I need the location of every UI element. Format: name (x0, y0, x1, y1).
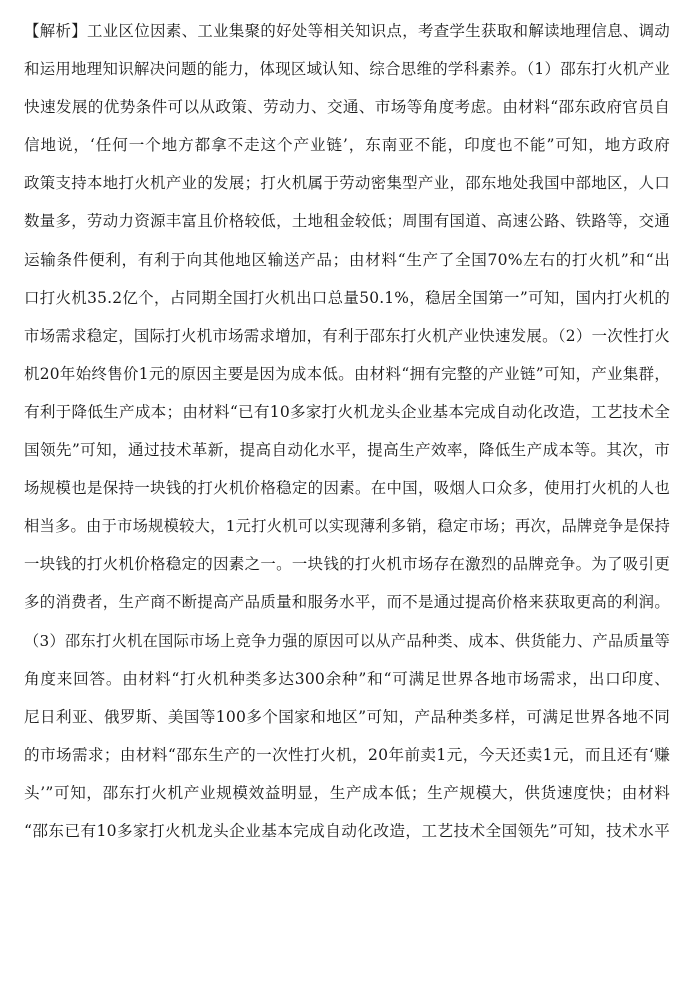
text-line: 政策支持本地打火机产业的发展；打火机属于劳动密集型产业，邵东地处我国中部地区，人口 (24, 174, 670, 193)
text-line: 头’”可知，邵东打火机产业规模效益明显，生产成本低；生产规模大，供货速度快；由材料 (24, 783, 670, 802)
text-line: 机20年始终售价1元的原因主要是因为成本低。由材料“拥有完整的产业链”可知，产业集群， (24, 364, 670, 383)
text-line: 的市场需求；由材料“邵东生产的一次性打火机，20年前卖1元，今天还卖1元，而且还有‘赚 (24, 745, 670, 764)
text-line: 相当多。由于市场规模较大，1元打火机可以实现薄利多销，稳定市场；再次，品牌竞争是保持 (24, 517, 670, 536)
text-line: 数量多，劳动力资源丰富且价格较低，土地租金较低；周围有国道、高速公路、铁路等，交通 (24, 212, 670, 231)
text-line: 角度来回答。由材料“打火机种类多达300余种”和“可满足世界各地市场需求，出口印度、 (24, 669, 670, 688)
text-line: 【解析】工业区位因素、工业集聚的好处等相关知识点，考查学生获取和解读地理信息、调动 (24, 22, 670, 40)
text-line: 多的消费者，生产商不断提高产品质量和服务水平，而不是通过提高价格来获取更高的利润。 (24, 593, 670, 612)
text-line: 信地说，‘任何一个地方都拿不走这个产业链’，东南亚不能，印度也不能”可知，地方政府 (24, 136, 670, 155)
text-line: 快速发展的优势条件可以从政策、劳动力、交通、市场等角度考虑。由材料“邵东政府官员自 (24, 98, 670, 117)
text-line: 国领先”可知，通过技术革新，提高自动化水平，提高生产效率，降低生产成本等。其次，市 (24, 441, 670, 460)
text-line: 运输条件便利，有利于向其他地区输送产品；由材料“生产了全国70%左右的打火机”和“出 (24, 250, 670, 269)
text-line: 和运用地理知识解决问题的能力，体现区域认知、综合思维的学科素养。（1）邵东打火机产业 (24, 60, 670, 79)
text-line: “邵东已有10多家打火机龙头企业基本完成自动化改造，工艺技术全国领先”可知，技术水平 (24, 821, 670, 840)
text-line: 一块钱的打火机价格稳定的因素之一。一块钱的打火机市场存在激烈的品牌竞争。为了吸引更 (24, 555, 670, 574)
text-line: 有利于降低生产成本；由材料“已有10多家打火机龙头企业基本完成自动化改造，工艺技术全 (24, 402, 670, 421)
text-line: （3）邵东打火机在国际市场上竞争力强的原因可以从产品种类、成本、供货能力、产品质量等 (24, 631, 670, 650)
text-line: 市场需求稳定，国际打火机市场需求增加，有利于邵东打火机产业快速发展。（2）一次性打火 (24, 326, 670, 345)
text-line: 场规模也是保持一块钱的打火机价格稳定的因素。在中国，吸烟人口众多，使用打火机的人也 (24, 479, 670, 498)
text-line: 口打火机35.2亿个，占同期全国打火机出口总量50.1%，稳居全国第一”可知，国内打火机的 (24, 288, 670, 307)
text-line: 尼日利亚、俄罗斯、美国等100多个国家和地区”可知，产品种类多样，可满足世界各地不同 (24, 707, 670, 726)
